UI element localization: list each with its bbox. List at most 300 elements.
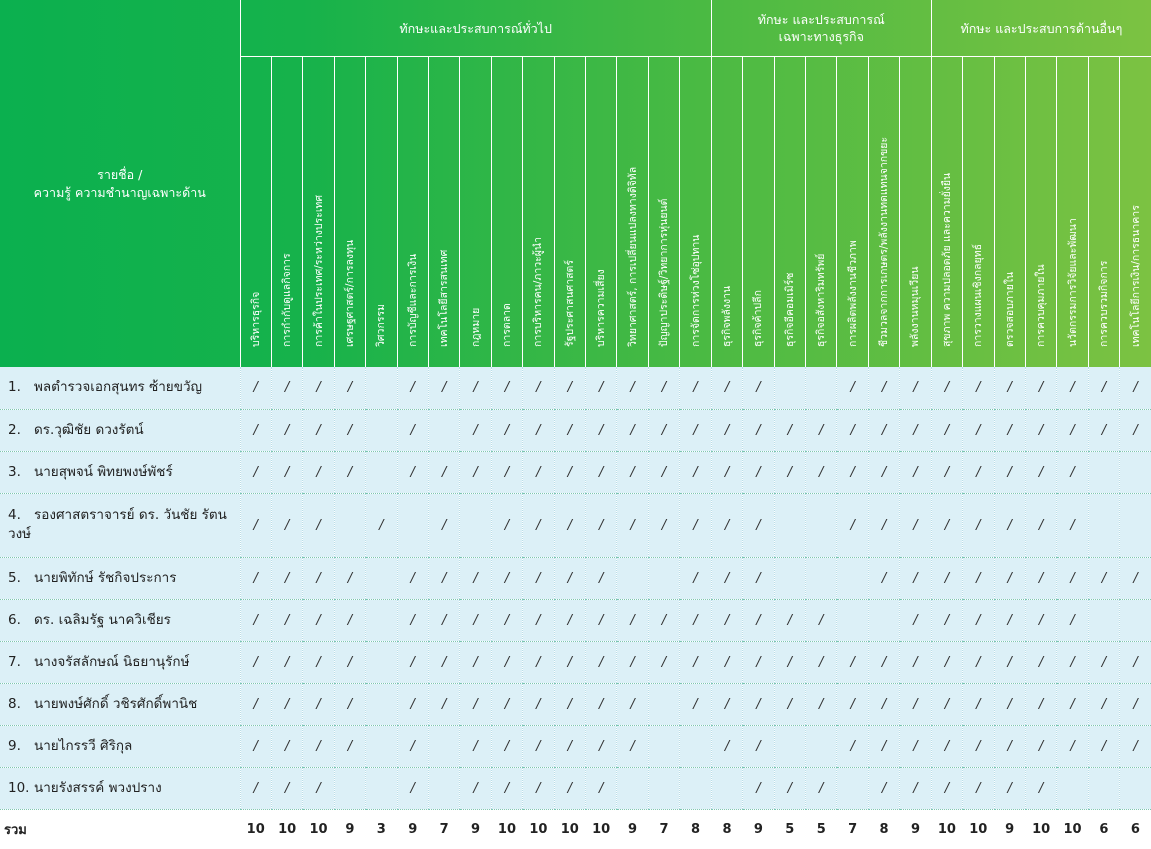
skill-mark-cell: / <box>554 767 585 809</box>
total-count-cell: 10 <box>240 809 271 849</box>
skill-mark-cell <box>397 493 428 557</box>
skill-mark-cell: / <box>680 599 712 641</box>
column-header <box>491 57 522 368</box>
skill-mark-cell: / <box>963 641 994 683</box>
skill-mark-cell: / <box>1120 409 1151 451</box>
total-count-cell: 10 <box>1057 809 1088 849</box>
total-count-cell: 9 <box>334 809 365 849</box>
skill-mark-cell: / <box>868 451 899 493</box>
group-header-1 <box>240 0 711 57</box>
skill-mark-cell: / <box>397 683 428 725</box>
skill-mark-cell: / <box>1025 599 1056 641</box>
column-header-label: การบริหารคน/ภาวะผู้นำ <box>532 237 545 347</box>
row-number: 10. <box>8 779 30 796</box>
skill-mark-cell: / <box>334 599 365 641</box>
skill-mark-cell: / <box>585 451 616 493</box>
table-row <box>0 367 1151 409</box>
skill-mark-cell: / <box>523 493 554 557</box>
skill-mark-cell: / <box>491 641 522 683</box>
skill-mark-cell <box>774 367 805 409</box>
skill-mark-cell: / <box>743 683 774 725</box>
skill-mark-cell: / <box>334 451 365 493</box>
skill-mark-cell: / <box>931 725 962 767</box>
skill-mark-cell: / <box>680 557 712 599</box>
name-column-header-line: รายชื่อ / <box>97 166 143 182</box>
skill-mark-cell: / <box>711 683 742 725</box>
skill-mark-cell: / <box>240 493 271 557</box>
skill-mark-cell: / <box>303 451 334 493</box>
skill-mark-cell: / <box>774 451 805 493</box>
column-header <box>994 57 1025 368</box>
director-name: นายพิทักษ์ รัชกิจประการ <box>34 569 177 586</box>
skill-mark-cell: / <box>303 409 334 451</box>
table-row <box>0 641 1151 683</box>
column-header-label: การกำกับดูแลกิจการ <box>281 253 294 347</box>
row-number: 9. <box>8 737 21 754</box>
column-header <box>963 57 994 368</box>
skill-mark-cell: / <box>240 451 271 493</box>
skill-mark-cell: / <box>428 367 459 409</box>
skill-mark-cell <box>806 557 837 599</box>
table-row <box>0 725 1151 767</box>
skill-mark-cell: / <box>240 725 271 767</box>
director-name-cell <box>0 451 240 493</box>
skill-mark-cell: / <box>868 557 899 599</box>
column-header <box>774 57 805 368</box>
table-row <box>0 451 1151 493</box>
skill-mark-cell: / <box>837 451 868 493</box>
skill-mark-cell: / <box>774 409 805 451</box>
skill-mark-cell: / <box>491 725 522 767</box>
skill-mark-cell <box>617 767 648 809</box>
column-header <box>523 57 554 368</box>
director-name: นายรังสรรค์ พวงปราง <box>34 779 162 796</box>
skill-mark-cell <box>1088 599 1119 641</box>
group-header-3 <box>931 0 1151 57</box>
skill-mark-cell <box>806 493 837 557</box>
column-header <box>428 57 459 368</box>
skill-mark-cell: / <box>931 493 962 557</box>
skill-mark-cell: / <box>931 641 962 683</box>
column-header <box>554 57 585 368</box>
skill-mark-cell: / <box>1088 683 1119 725</box>
skill-mark-cell: / <box>931 451 962 493</box>
skill-mark-cell: / <box>554 599 585 641</box>
column-header-label: การค้าในประเทศ/ระหว่างประเทศ <box>312 194 325 347</box>
column-header-label: นวัตกรรมการวิจัยและพัฒนา <box>1066 218 1079 347</box>
total-count-cell: 8 <box>868 809 899 849</box>
skill-mark-cell: / <box>900 599 931 641</box>
skill-mark-cell: / <box>837 367 868 409</box>
skill-mark-cell: / <box>271 557 302 599</box>
column-header-label: พลังงานหมุนเวียน <box>909 266 922 347</box>
skill-mark-cell: / <box>554 557 585 599</box>
skill-mark-cell: / <box>460 599 491 641</box>
column-header <box>1088 57 1119 368</box>
skill-mark-cell: / <box>554 493 585 557</box>
total-count-cell: 9 <box>617 809 648 849</box>
skill-mark-cell <box>1088 451 1119 493</box>
director-name: นายไกรรวี ศิริกุล <box>34 737 133 754</box>
skill-mark-cell <box>334 493 365 557</box>
skill-mark-cell <box>366 557 397 599</box>
skill-mark-cell: / <box>1088 409 1119 451</box>
skill-mark-cell <box>648 767 679 809</box>
skill-mark-cell: / <box>1120 367 1151 409</box>
skill-mark-cell: / <box>334 557 365 599</box>
skill-mark-cell: / <box>900 767 931 809</box>
skill-mark-cell: / <box>491 599 522 641</box>
total-count-cell: 9 <box>900 809 931 849</box>
skill-mark-cell: / <box>554 367 585 409</box>
skill-mark-cell: / <box>680 493 712 557</box>
skill-mark-cell <box>428 409 459 451</box>
skill-mark-cell: / <box>711 451 742 493</box>
skill-mark-cell <box>868 599 899 641</box>
column-header <box>460 57 491 368</box>
column-header <box>837 57 868 368</box>
column-header <box>648 57 679 368</box>
skill-mark-cell: / <box>523 409 554 451</box>
skill-mark-cell: / <box>585 725 616 767</box>
skill-mark-cell: / <box>1025 725 1056 767</box>
column-header <box>680 57 712 368</box>
director-name-cell <box>0 725 240 767</box>
column-header-label: รัฐประศาสนศาสตร์ <box>563 260 576 347</box>
skill-mark-cell: / <box>774 683 805 725</box>
skill-mark-cell: / <box>366 493 397 557</box>
skill-mark-cell: / <box>806 409 837 451</box>
total-count-cell: 10 <box>491 809 522 849</box>
row-number: 2. <box>8 421 21 438</box>
table-row <box>0 767 1151 809</box>
skill-mark-cell: / <box>460 725 491 767</box>
skill-mark-cell: / <box>806 683 837 725</box>
skill-mark-cell <box>1120 767 1151 809</box>
skill-mark-cell: / <box>460 767 491 809</box>
skill-mark-cell <box>806 725 837 767</box>
skill-mark-cell: / <box>523 725 554 767</box>
group-header-2 <box>711 0 931 57</box>
skill-mark-cell <box>428 767 459 809</box>
skill-mark-cell <box>366 599 397 641</box>
skill-mark-cell: / <box>743 557 774 599</box>
director-name-cell <box>0 409 240 451</box>
row-number: 5. <box>8 569 21 586</box>
skill-mark-cell: / <box>1057 557 1088 599</box>
row-number: 6. <box>8 611 21 628</box>
skill-mark-cell: / <box>1120 557 1151 599</box>
skill-mark-cell: / <box>397 557 428 599</box>
group-header-line: ทักษะและประสบการณ์ทั่วไป <box>399 20 552 36</box>
skill-mark-cell: / <box>774 641 805 683</box>
column-header-label: เศรษฐศาสตร์/การลงทุน <box>343 239 356 347</box>
skill-mark-cell: / <box>711 409 742 451</box>
skill-mark-cell: / <box>303 725 334 767</box>
skill-mark-cell: / <box>868 367 899 409</box>
skill-mark-cell: / <box>523 557 554 599</box>
skill-mark-cell: / <box>711 557 742 599</box>
skill-mark-cell <box>774 493 805 557</box>
column-header-label: ปัญญาประดิษฐ์/วิทยาการหุ่นยนต์ <box>657 198 670 347</box>
skill-mark-cell: / <box>680 367 712 409</box>
skill-mark-cell: / <box>648 367 679 409</box>
skill-mark-cell: / <box>994 767 1025 809</box>
skill-mark-cell: / <box>931 557 962 599</box>
skill-mark-cell: / <box>491 409 522 451</box>
row-number: 1. <box>8 379 21 396</box>
table-row <box>0 599 1151 641</box>
skill-mark-cell: / <box>491 767 522 809</box>
column-header-label: การจัดการห่วงโซ่อุปทาน <box>689 234 702 347</box>
skill-mark-cell: / <box>585 683 616 725</box>
skill-mark-cell: / <box>900 451 931 493</box>
skill-mark-cell: / <box>585 493 616 557</box>
skill-mark-cell: / <box>931 367 962 409</box>
skill-mark-cell: / <box>680 409 712 451</box>
skill-mark-cell: / <box>743 599 774 641</box>
column-header-label: เทคโนโลยีสารสนเทศ <box>438 249 451 347</box>
column-header <box>900 57 931 368</box>
director-name-cell <box>0 367 240 409</box>
skill-mark-cell: / <box>523 767 554 809</box>
skill-mark-cell: / <box>1120 683 1151 725</box>
skill-mark-cell: / <box>743 725 774 767</box>
total-count-cell: 9 <box>397 809 428 849</box>
skill-mark-cell: / <box>303 767 334 809</box>
skill-mark-cell <box>680 767 712 809</box>
skill-mark-cell: / <box>617 725 648 767</box>
skill-mark-cell <box>1088 493 1119 557</box>
skill-mark-cell: / <box>1025 683 1056 725</box>
skill-mark-cell: / <box>303 683 334 725</box>
skill-mark-cell <box>774 725 805 767</box>
skill-mark-cell: / <box>240 557 271 599</box>
skill-mark-cell: / <box>303 557 334 599</box>
total-count-cell: 10 <box>1025 809 1056 849</box>
column-header <box>1120 57 1151 368</box>
skill-mark-cell <box>366 683 397 725</box>
skill-mark-cell: / <box>837 683 868 725</box>
column-header-label: การควบรวมกิจการ <box>1097 260 1110 347</box>
skill-mark-cell <box>648 683 679 725</box>
skill-mark-cell: / <box>711 493 742 557</box>
skill-mark-cell: / <box>585 557 616 599</box>
skill-mark-cell: / <box>334 409 365 451</box>
skill-mark-cell: / <box>680 451 712 493</box>
group-header-line: ทักษะ และประสบการณ์ <box>757 12 885 27</box>
column-header-label: การวางแผนเชิงกลยุทธ์ <box>972 243 985 347</box>
total-count-cell: 9 <box>743 809 774 849</box>
skill-mark-cell: / <box>460 557 491 599</box>
skill-mark-cell <box>366 767 397 809</box>
skill-mark-cell: / <box>774 767 805 809</box>
total-count-cell: 10 <box>523 809 554 849</box>
skill-mark-cell: / <box>994 725 1025 767</box>
director-name: นายพงษ์ศักดิ์ วชิรศักดิ์พานิช <box>34 695 198 712</box>
skill-mark-cell: / <box>900 557 931 599</box>
skill-mark-cell: / <box>240 683 271 725</box>
skill-mark-cell: / <box>460 451 491 493</box>
skill-mark-cell: / <box>806 641 837 683</box>
skill-mark-cell: / <box>554 725 585 767</box>
column-header <box>806 57 837 368</box>
total-count-cell: 7 <box>837 809 868 849</box>
skill-mark-cell: / <box>837 493 868 557</box>
skill-mark-cell: / <box>1088 641 1119 683</box>
skill-mark-cell: / <box>868 683 899 725</box>
skill-mark-cell <box>648 725 679 767</box>
column-header-label: การควบคุมภายใน <box>1035 264 1048 347</box>
skill-mark-cell: / <box>680 683 712 725</box>
skill-mark-cell: / <box>334 683 365 725</box>
skill-mark-cell: / <box>994 367 1025 409</box>
column-header-label: ธุรกิจพลังงาน <box>721 285 734 347</box>
skill-mark-cell: / <box>994 599 1025 641</box>
skill-mark-cell: / <box>271 767 302 809</box>
total-count-cell: 6 <box>1120 809 1151 849</box>
column-header <box>1025 57 1056 368</box>
column-header-label: ชีวมวลจากการเกษตร/พลังงานทดแทนจากขยะ <box>878 136 891 347</box>
skill-mark-cell <box>617 557 648 599</box>
skill-mark-cell: / <box>963 599 994 641</box>
skill-mark-cell <box>680 725 712 767</box>
skill-mark-cell: / <box>617 367 648 409</box>
row-number: 8. <box>8 695 21 712</box>
skill-mark-cell: / <box>491 493 522 557</box>
table-row <box>0 557 1151 599</box>
director-name: ดร.วุฒิชัย ดวงรัตน์ <box>34 421 144 438</box>
skill-mark-cell: / <box>1057 683 1088 725</box>
skill-mark-cell: / <box>743 767 774 809</box>
column-header <box>931 57 962 368</box>
skill-mark-cell: / <box>397 725 428 767</box>
column-header <box>743 57 774 368</box>
skill-mark-cell: / <box>1088 557 1119 599</box>
skill-mark-cell: / <box>428 493 459 557</box>
column-header-label: การตลาด <box>500 303 513 347</box>
skill-mark-cell: / <box>1088 367 1119 409</box>
total-count-cell: 5 <box>774 809 805 849</box>
skill-mark-cell: / <box>1057 409 1088 451</box>
skill-mark-cell <box>1120 599 1151 641</box>
skill-mark-cell: / <box>303 493 334 557</box>
director-name-cell <box>0 493 240 557</box>
skill-mark-cell: / <box>240 599 271 641</box>
skill-mark-cell: / <box>585 367 616 409</box>
total-count-cell: 3 <box>366 809 397 849</box>
skill-mark-cell <box>837 557 868 599</box>
skill-mark-cell <box>428 725 459 767</box>
skill-mark-cell: / <box>1088 725 1119 767</box>
column-header-label: ธุรกิจค้าปลีก <box>752 290 765 347</box>
skill-mark-cell: / <box>931 599 962 641</box>
skill-mark-cell: / <box>240 767 271 809</box>
column-header-label: การบัญชีและการเงิน <box>406 253 419 347</box>
skill-mark-cell: / <box>491 451 522 493</box>
skill-mark-cell <box>837 767 868 809</box>
skill-mark-cell: / <box>711 641 742 683</box>
skill-mark-cell: / <box>1025 641 1056 683</box>
column-header-label: กฎหมาย <box>469 307 482 347</box>
total-count-cell: 10 <box>303 809 334 849</box>
skill-mark-cell <box>837 599 868 641</box>
skill-mark-cell: / <box>743 641 774 683</box>
skill-mark-cell: / <box>711 367 742 409</box>
skill-mark-cell: / <box>1025 767 1056 809</box>
skill-mark-cell: / <box>585 641 616 683</box>
skill-mark-cell: / <box>743 493 774 557</box>
skill-mark-cell: / <box>1120 641 1151 683</box>
skill-mark-cell: / <box>774 599 805 641</box>
column-header <box>617 57 648 368</box>
skill-mark-cell: / <box>648 641 679 683</box>
skill-mark-cell: / <box>303 641 334 683</box>
skill-mark-cell <box>1120 451 1151 493</box>
column-header <box>711 57 742 368</box>
skill-mark-cell <box>711 767 742 809</box>
skill-mark-cell: / <box>271 493 302 557</box>
skill-mark-cell: / <box>1025 493 1056 557</box>
skill-mark-cell: / <box>585 409 616 451</box>
skill-mark-cell: / <box>617 493 648 557</box>
skill-mark-cell: / <box>554 683 585 725</box>
table-row <box>0 493 1151 557</box>
skill-mark-cell: / <box>271 599 302 641</box>
skill-mark-cell: / <box>460 683 491 725</box>
skill-mark-cell: / <box>743 451 774 493</box>
skill-mark-cell: / <box>460 641 491 683</box>
skill-mark-cell: / <box>963 725 994 767</box>
skill-mark-cell: / <box>303 367 334 409</box>
column-header <box>303 57 334 368</box>
skill-mark-cell: / <box>617 409 648 451</box>
skill-mark-cell: / <box>806 599 837 641</box>
director-name: พลตำรวจเอกสุนทร ซ้ายขวัญ <box>34 379 203 396</box>
skill-mark-cell: / <box>648 493 679 557</box>
group-header-line: ทักษะ และประสบการด้านอื่นๆ <box>960 20 1123 36</box>
skill-mark-cell: / <box>680 641 712 683</box>
skill-mark-cell: / <box>491 557 522 599</box>
skill-mark-cell: / <box>648 599 679 641</box>
skill-mark-cell: / <box>491 683 522 725</box>
director-name: รองศาสตราจารย์ ดร. วันชัย รัตนวงษ์ <box>8 507 227 542</box>
name-column-header <box>0 0 240 367</box>
skill-mark-cell: / <box>428 641 459 683</box>
column-header-label: การผลิตพลังงานชีวภาพ <box>846 240 859 347</box>
director-name-cell <box>0 599 240 641</box>
column-header <box>585 57 616 368</box>
skill-mark-cell: / <box>963 557 994 599</box>
skill-mark-cell: / <box>743 409 774 451</box>
skill-mark-cell: / <box>1057 367 1088 409</box>
matrix-body <box>0 367 1151 849</box>
skill-mark-cell: / <box>711 725 742 767</box>
skill-mark-cell: / <box>397 409 428 451</box>
skill-mark-cell: / <box>900 683 931 725</box>
skill-mark-cell <box>366 641 397 683</box>
skill-mark-cell: / <box>1120 725 1151 767</box>
skill-mark-cell: / <box>806 767 837 809</box>
skill-mark-cell: / <box>837 641 868 683</box>
column-header-label: เทคโนโลยีการเงิน/การธนาคาร <box>1129 205 1142 347</box>
skill-mark-cell: / <box>523 641 554 683</box>
row-number: 4. <box>8 507 21 523</box>
skill-mark-cell: / <box>1057 493 1088 557</box>
skill-mark-cell: / <box>523 683 554 725</box>
skill-mark-cell: / <box>271 725 302 767</box>
skill-mark-cell: / <box>1025 557 1056 599</box>
